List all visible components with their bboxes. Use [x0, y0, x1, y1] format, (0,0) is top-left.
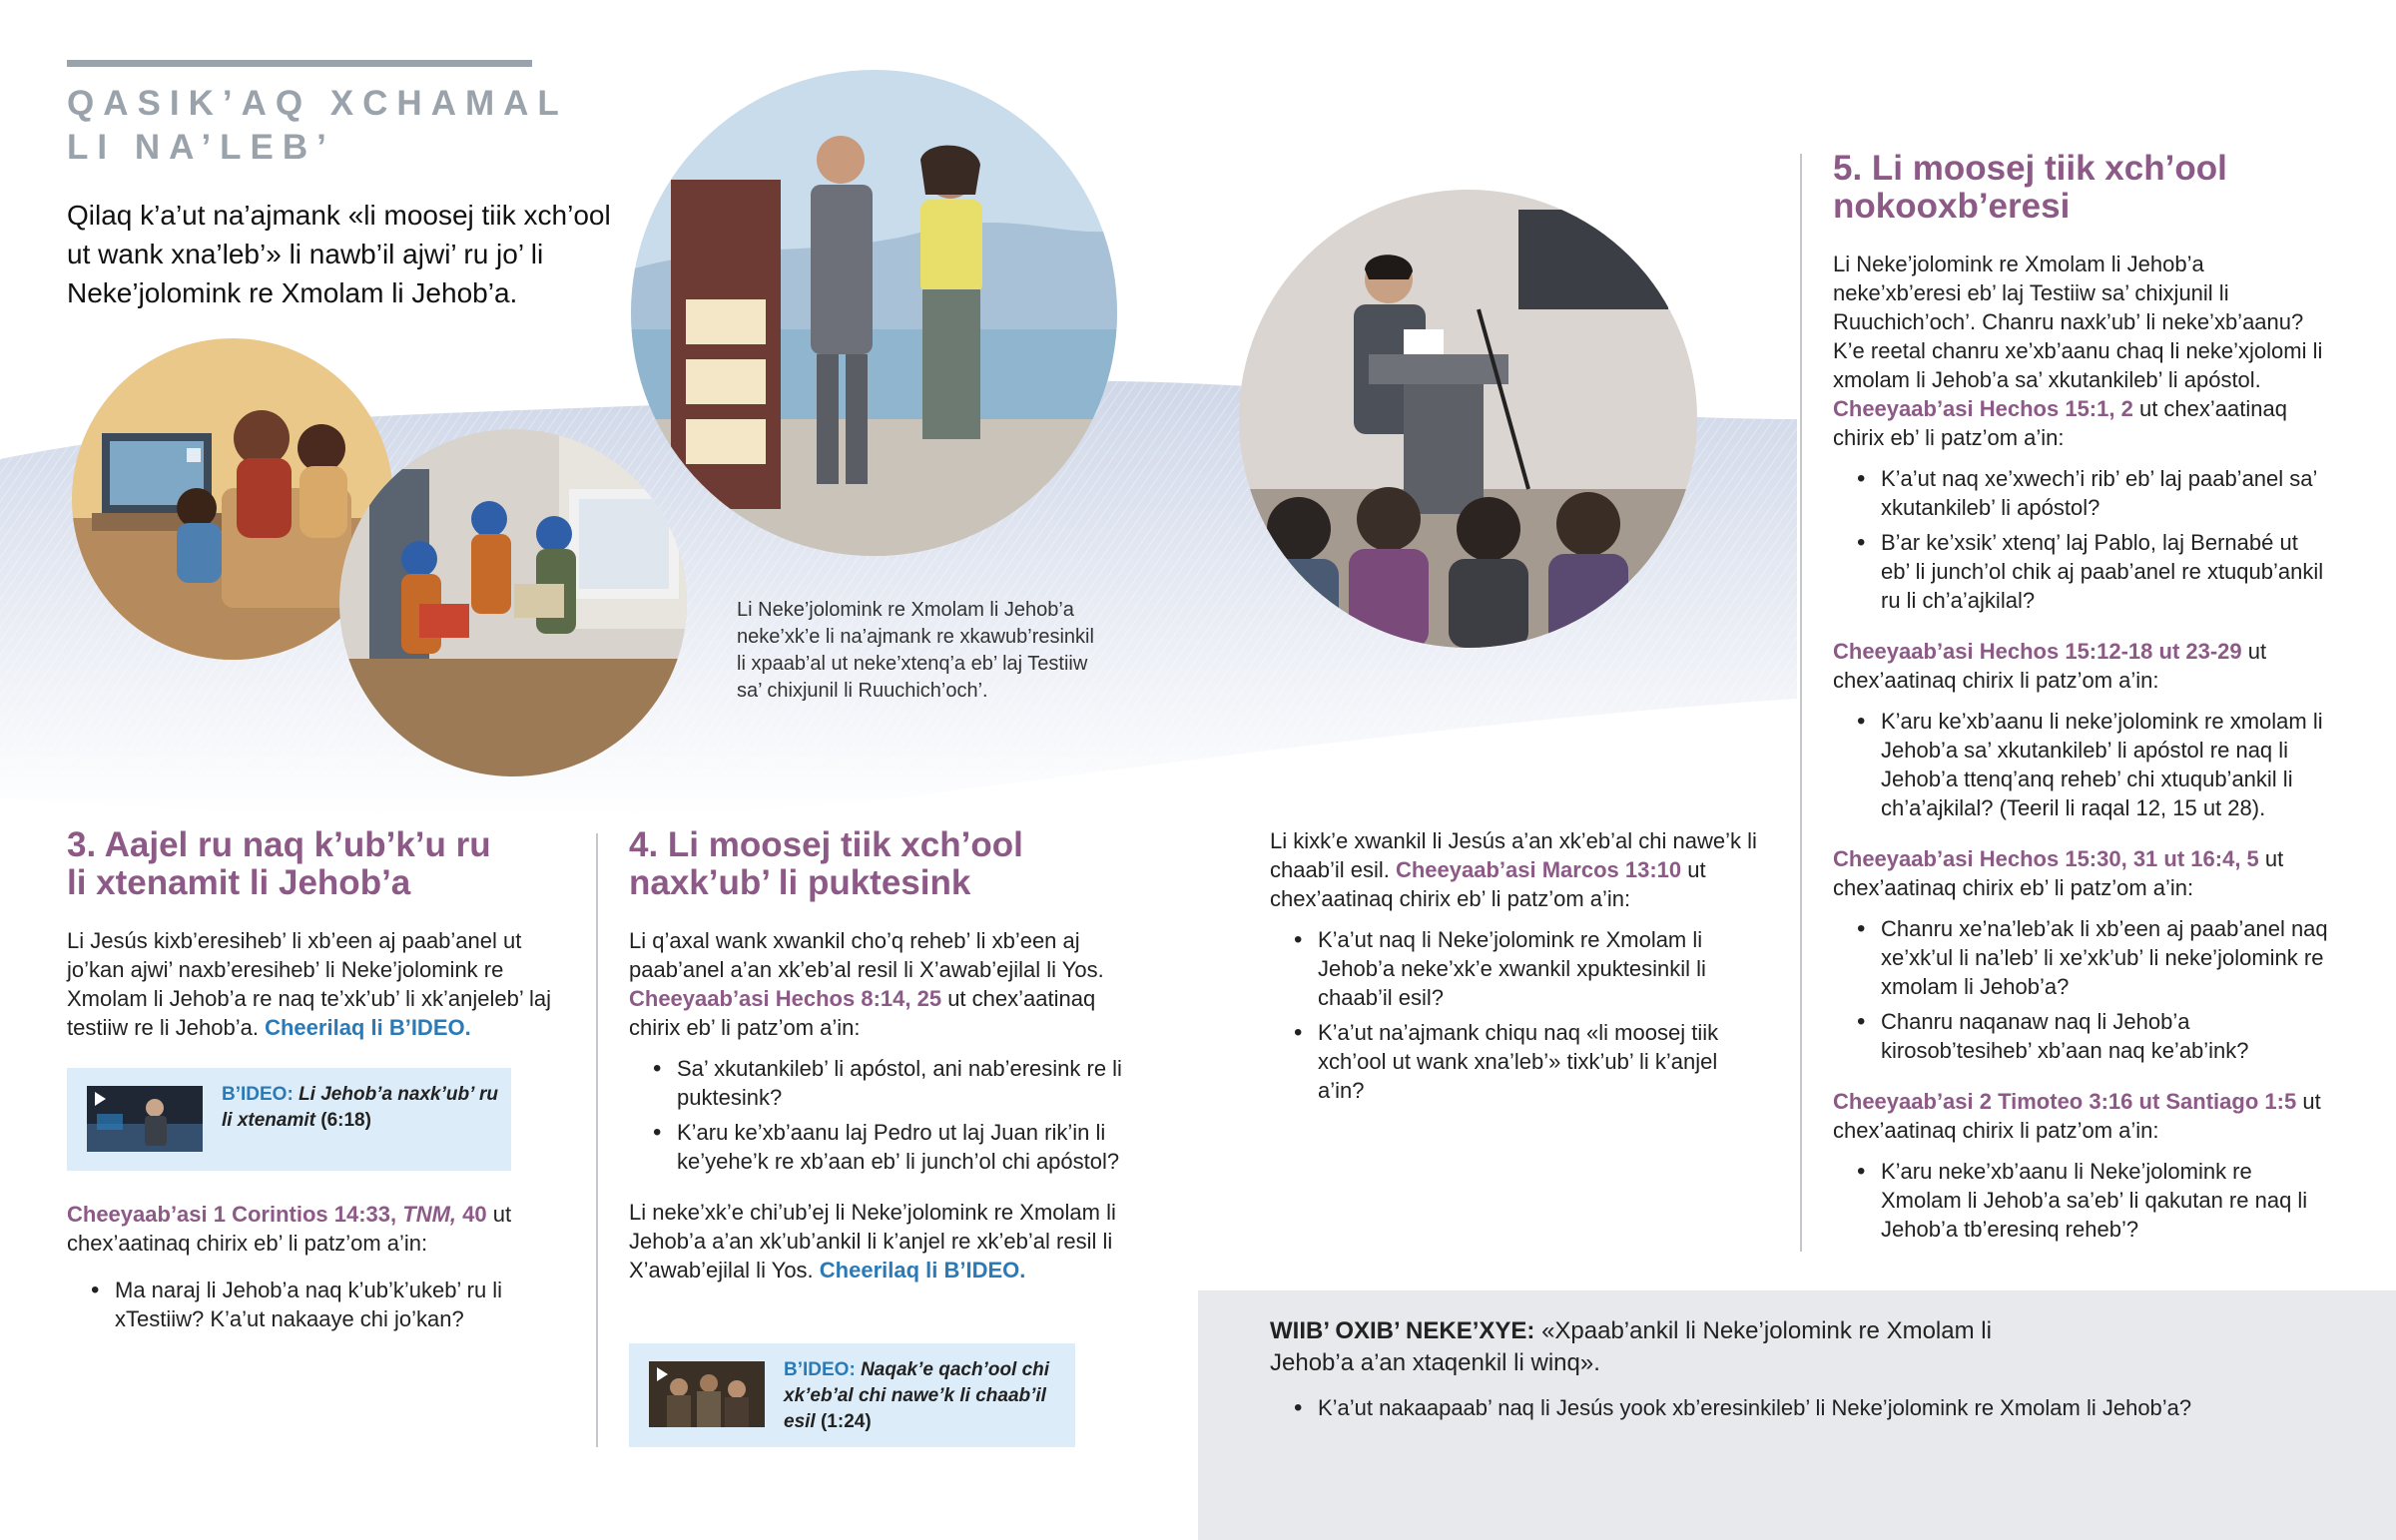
video-label: B’IDEO: — [784, 1359, 856, 1380]
play-icon — [657, 1367, 668, 1381]
summary-questions — [1270, 1393, 2368, 1422]
section-3-video-duration: (6:18) — [320, 1110, 371, 1131]
section-3-reading — [67, 1200, 566, 1339]
section-4-paragraph-text: Li q’axal wank xwankil cho’q reheb’ li xb’een aj paab’anel a’an xk’eb’al resil li X’awab’ejilal li Yos. — [629, 928, 1104, 982]
section-5-read-after-4: ut chex’aatinaq chirix li patz’om a’in: — [1833, 1089, 2321, 1143]
section-3-scripture-tnm: TNM, — [402, 1202, 457, 1227]
section-3-video-title-line2: li xtenamit — [222, 1110, 315, 1131]
section-3-paragraph — [67, 926, 566, 1042]
section-4-video-duration: (1:24) — [820, 1411, 872, 1432]
section-3-video-box[interactable] — [67, 1068, 511, 1171]
section-5-read-instruction-4 — [1833, 1087, 2332, 1145]
section-4-video-text — [784, 1357, 1049, 1435]
section-4-paragraph-2-text: Li neke’xk’e chi’ub’ej li Neke’jolomink re Xmolam li Jehob’a a’an xk’ub’ankil li k’anjel re xk’eb’al resil li X’awab’ejilal li Yos. — [629, 1200, 1116, 1283]
section-3-scripture-ref-end[interactable]: 40 — [462, 1202, 487, 1227]
section-mid-read-after: ut chex’aatinaq chirix eb’ li patz’om a’in: — [1270, 857, 1706, 911]
section-3-scripture-ref[interactable]: Cheeyaab’asi 1 Corintios 14:33, — [67, 1202, 397, 1227]
list-item: • Chanru naqanaw naq li Jehob’a kirosob’tesiheb’ xb’aan naq ke’ab’ink? — [1833, 1007, 2332, 1065]
section-3-video-thumbnail[interactable] — [87, 1086, 203, 1152]
section-title-line1: QASIK’AQ XCHAMAL — [67, 84, 568, 123]
section-4 — [629, 826, 1128, 1284]
section-3-read-instruction — [67, 1200, 566, 1258]
section-5-questions-2 — [1833, 707, 2332, 822]
section-5-read-instruction-2 — [1833, 637, 2332, 695]
section-4-paragraph-2 — [629, 1198, 1128, 1284]
section-4-video-link[interactable]: Cheerilaq li B’IDEO. — [819, 1258, 1026, 1283]
section-5-heading-line1: 5. Li moosej tiik xch’ool — [1833, 149, 2227, 188]
section-3 — [67, 826, 566, 1042]
section-4-paragraph — [629, 926, 1128, 1042]
couple-with-literature-cart-illustration — [631, 70, 1117, 556]
section-5-heading — [1833, 150, 2332, 226]
section-mid-questions — [1270, 925, 1759, 1105]
section-4-heading — [629, 826, 1128, 902]
section-4-video-box[interactable] — [629, 1343, 1075, 1447]
section-5-read-after-3: ut chex’aatinaq chirix eb’ li patz’om a’in: — [1833, 846, 2284, 900]
section-4-scripture-ref[interactable]: Cheeyaab’asi Hechos 8:14, 25 — [629, 986, 942, 1011]
section-4-video-title-line3: esil — [784, 1411, 816, 1432]
list-item: • K’a’ut naq xe’xwech’i rib’ eb’ laj paab’anel sa’ xkutankileb’ li apóstol? — [1833, 464, 2332, 522]
section-3-video-title-line1: Li Jehob’a naxk’ub’ ru — [299, 1084, 498, 1105]
section-mid-paragraph — [1270, 826, 1759, 913]
section-5-heading-line2: nokooxb’eresi — [1833, 187, 2071, 226]
list-item: • Ma naraj li Jehob’a naq k’ub’k’ukeb’ ru li xTestiiw? K’a’ut nakaaye chi jo’kan? — [67, 1276, 566, 1333]
section-5-scripture-ref-3[interactable]: Cheeyaab’asi Hechos 15:30, 31 ut 16:4, 5 — [1833, 846, 2259, 871]
section-3-heading-line1: 3. Aajel ru naq k’ub’k’u ru — [67, 825, 491, 864]
section-5-read-after-2: ut chex’aatinaq chirix li patz’om a’in: — [1833, 639, 2267, 693]
list-item: • Sa’ xkutankileb’ li apóstol, ani nab’eresink re li puktesink? — [629, 1054, 1128, 1112]
section-3-read-after: ut chex’aatinaq chirix eb’ li patz’om a’in: — [67, 1202, 512, 1256]
summary-text: «Xpaab’ankil li Neke’jolomink re Xmolam li Jehob’a a’an xtaqenkil li winq». — [1270, 1317, 1992, 1376]
section-title — [67, 82, 626, 170]
list-item: • K’a’ut na’ajmank chiqu naq «li moosej tiik xch’ool ut wank xna’leb’» tixk’ub’ li k’anjel a’in? — [1270, 1018, 1759, 1105]
section-mid — [1270, 826, 1759, 1111]
section-5-paragraph — [1833, 250, 2332, 452]
section-3-paragraph-text: Li Jesús kixb’eresiheb’ li xb’een aj paab’anel ut jo’kan ajwi’ naxb’eresiheb’ li Neke’jolomink re Xmolam li Jehob’a re naq te’xk’ub’ li xk’anjeleb’ laj testiiw re li Jehob’a. — [67, 928, 552, 1040]
section-title-line2: LI NA’LEB’ — [67, 128, 335, 167]
workers-illustration — [339, 429, 687, 776]
section-3-heading-line2: li xtenamit li Jehob’a — [67, 863, 411, 902]
section-4-questions — [629, 1054, 1128, 1176]
section-4-video-thumbnail[interactable] — [649, 1361, 765, 1427]
video-label: B’IDEO: — [222, 1084, 294, 1105]
speaker-at-podium-illustration — [1239, 190, 1697, 648]
illustration-caption: Li Neke’jolomink re Xmolam li Jehob’a neke’xk’e li na’ajmank re xkawub’resinkil li xpaab’al ut neke’xtenq’a eb’ laj Testiiw sa’ chixjunil li Ruuchich’och’. — [737, 599, 1094, 702]
list-item: • K’aru ke’xb’aanu laj Pedro ut laj Juan rik’in li ke’yehe’k re xb’aan eb’ li junch’ol chi apóstol? — [629, 1118, 1128, 1176]
list-item: • K’a’ut naq li Neke’jolomink re Xmolam li Jehob’a neke’xk’e xwankil xpuktesinkil li chaab’il esil? — [1270, 925, 1759, 1012]
section-3-video-text — [222, 1082, 498, 1134]
section-5-questions-4 — [1833, 1157, 2332, 1244]
list-item: • K’aru ke’xb’aanu li neke’jolomink re xmolam li Jehob’a sa’ xkutankileb’ li apóstol re naq li Jehob’a ttenq’anq reheb’ chi xtuqub’ankil li ch’a’ajkilal? (Teeril li raqal 12, 15 ut 28). — [1833, 707, 2332, 822]
section-4-video-title-line2: xk’eb’al chi nawe’k li chaab’il — [784, 1385, 1046, 1406]
column-divider-1 — [596, 833, 598, 1447]
section-5-scripture-ref-1[interactable]: Cheeyaab’asi Hechos 15:1, 2 — [1833, 396, 2133, 421]
section-5-read-instruction-3 — [1833, 844, 2332, 902]
list-item: • B’ar ke’xsik’ xtenq’ laj Pablo, laj Bernabé ut eb’ li junch’ol chik aj paab’anel re xtuqub’ankil ru li ch’a’ajkilal? — [1833, 528, 2332, 615]
section-4-heading-line2: naxk’ub’ li puktesink — [629, 863, 971, 902]
column-divider-2 — [1800, 154, 1802, 1252]
section-4-video-title-line1: Naqak’e qach’ool chi — [861, 1359, 1050, 1380]
section-4-read-after: ut chex’aatinaq chirix eb’ li patz’om a’in: — [629, 986, 1096, 1040]
section-5-questions-1 — [1833, 464, 2332, 615]
summary-statement — [1270, 1315, 2009, 1379]
section-4-heading-line1: 4. Li moosej tiik xch’ool — [629, 825, 1023, 864]
section-5 — [1833, 150, 2332, 1250]
top-rule — [67, 60, 532, 67]
section-5-scripture-ref-2[interactable]: Cheeyaab’asi Hechos 15:12-18 ut 23-29 — [1833, 639, 2242, 664]
section-3-video-link[interactable]: Cheerilaq li B’IDEO. — [265, 1015, 471, 1040]
play-icon — [95, 1092, 106, 1106]
section-mid-paragraph-text: Li kixk’e xwankil li Jesús a’an xk’eb’al chi nawe’k li chaab’il esil. — [1270, 828, 1757, 882]
summary — [1270, 1315, 2368, 1428]
list-item: • K’a’ut nakaapaab’ naq li Jesús yook xb’eresinkileb’ li Neke’jolomink re Xmolam li Jehob’a? — [1270, 1393, 2368, 1422]
section-5-paragraph-text: Li Neke’jolomink re Xmolam li Jehob’a neke’xb’eresi eb’ laj Testiiw sa’ chixjunil li Ruuchich’och’. Chanru naxk’ub’ li neke’xb’aanu? K’e reetal chanru xe’xb’aanu chaq li neke’xjolomi li xmolam li Jehob’a sa’ xkutankileb’ li apóstol. — [1833, 252, 2323, 392]
intro-text: Qilaq k’a’ut na’ajmank «li moosej tiik xch’ool ut wank xna’leb’» li nawb’il ajwi’ ru jo’ li Neke’jolomink re Xmolam li Jehob’a. — [67, 200, 611, 308]
section-5-read-after-1: ut chex’aatinaq chirix eb’ li patz’om a’in: — [1833, 396, 2287, 450]
list-item: • K’aru neke’xb’aanu li Neke’jolomink re Xmolam li Jehob’a sa’eb’ li qakutan re naq li Jehob’a tb’eresinq reheb’? — [1833, 1157, 2332, 1244]
section-5-scripture-ref-4[interactable]: Cheeyaab’asi 2 Timoteo 3:16 ut Santiago 1:5 — [1833, 1089, 2297, 1114]
section-mid-scripture-ref[interactable]: Cheeyaab’asi Marcos 13:10 — [1395, 857, 1682, 882]
list-item: • Chanru xe’na’leb’ak li xb’een aj paab’anel naq xe’xk’ul li na’leb’ li xe’xk’ub’ li neke’jolomink re xmolam li Jehob’a? — [1833, 914, 2332, 1001]
section-5-questions-3 — [1833, 914, 2332, 1065]
section-3-questions — [67, 1276, 566, 1333]
summary-label: WIIB’ OXIB’ NEKE’XYE: — [1270, 1317, 1535, 1344]
section-3-heading — [67, 826, 566, 902]
